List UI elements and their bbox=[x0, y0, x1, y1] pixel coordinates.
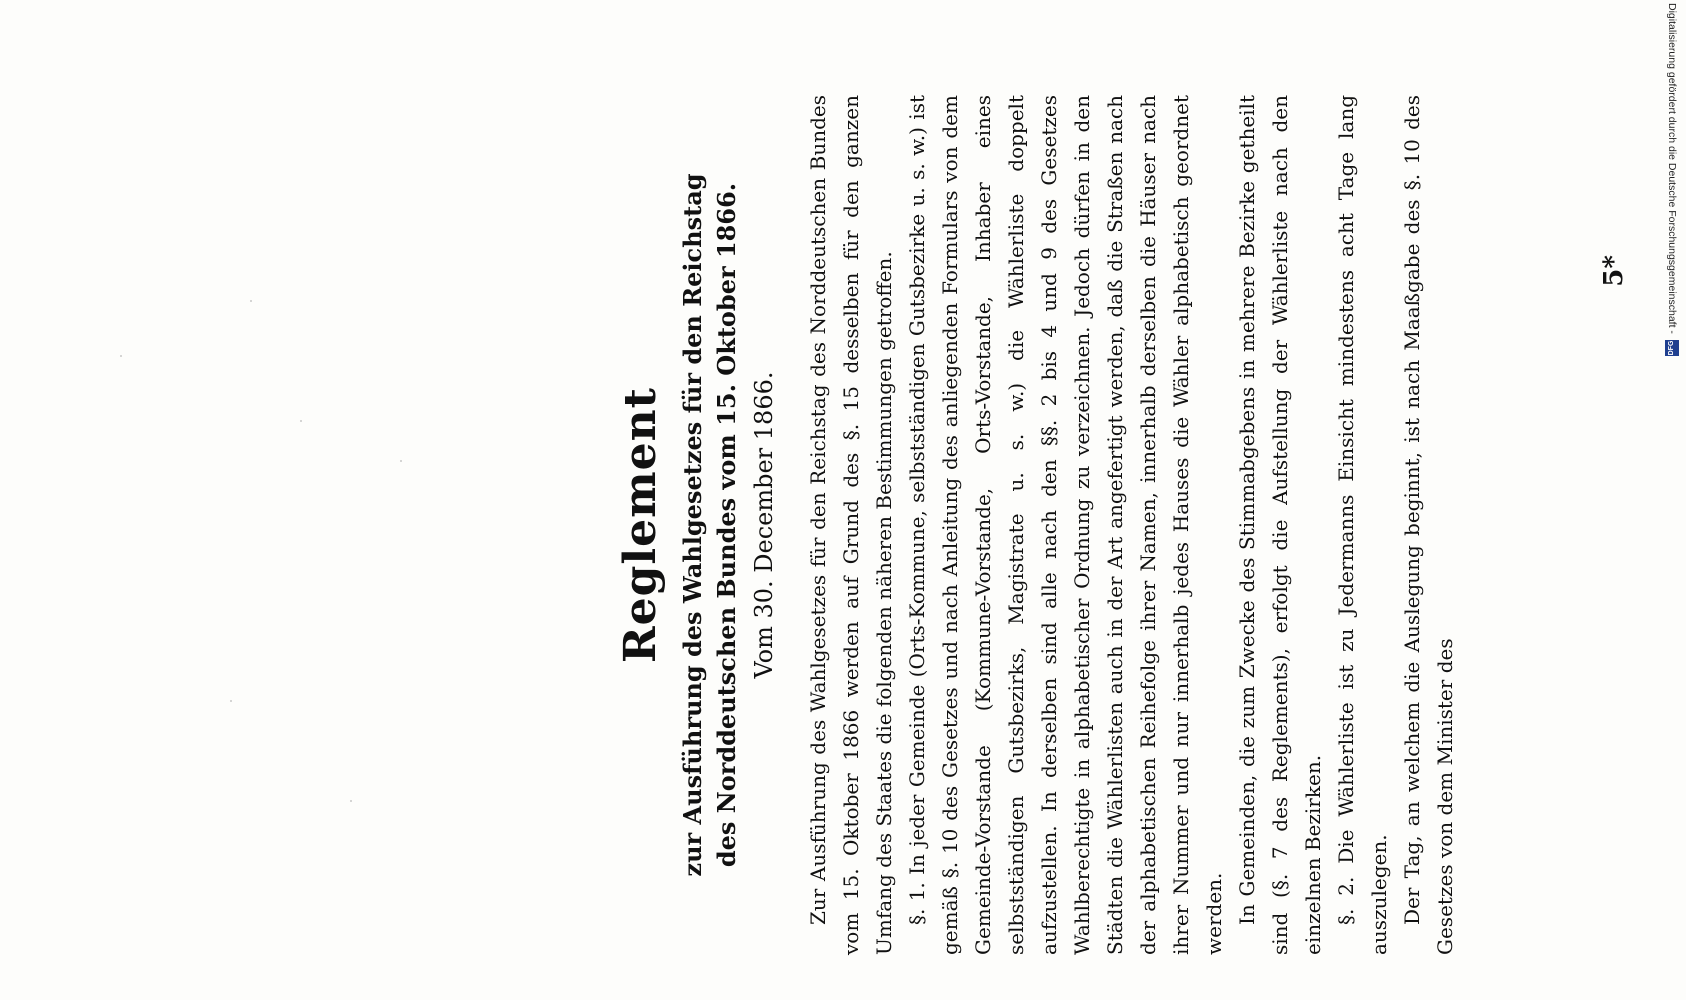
page-number: 5* bbox=[1599, 255, 1629, 287]
rotated-page-content bbox=[615, 95, 1629, 955]
paragraph-intro: Zur Ausführung des Wahlgesetzes für den Reichstag des Norddeutschen Bundes vom 15. Oktober 1866 werden auf Grund des §. 15 desselben für den ganzen Umfang des Staates die folgenden näheren Bestimmungen getroffen. bbox=[806, 95, 896, 955]
scan-speck bbox=[120, 355, 122, 357]
document-date: Vom 30. December 1866. bbox=[750, 371, 778, 679]
document-subtitle-line2: des Norddeutschen Bundes vom 15. Oktober 1866. bbox=[712, 182, 741, 868]
dfg-logo-icon: DFG bbox=[1665, 340, 1679, 356]
document-title: Reglement bbox=[615, 387, 666, 663]
paragraph-section-2: §. 2. Die Wählerliste ist zu Jedermanns Einsicht mindestens acht Tage lang auszulegen. bbox=[1334, 95, 1391, 955]
scan-speck bbox=[250, 300, 252, 302]
digitization-credit bbox=[1664, 3, 1680, 433]
scan-speck bbox=[230, 700, 232, 702]
scan-speck bbox=[300, 420, 302, 422]
paragraph-section-1: §. 1. In jeder Gemeinde (Orts-Kommune, selbstständigen Gutsbezirke u. s. w.) ist gemäß §. 10 des Gesetzes und nach Anleitung des anliegenden Formulars von dem Gemeinde-Vorstande (Kommune-Vorstande, Orts-Vorstande, Inhaber eines selbstständigen Gutsbezirks, Magistrate u. s. w.) die Wählerliste doppelt aufzustellen. In derselben sind alle nach den §§. 2 bis 4 und 9 des Gesetzes Wahlberechtigte in alphabetischer Ordnung zu verzeichnen. Jedoch dürfen in den Städten die Wählerlisten auch in der Art angefertigt werden, daß die Straßen nach der alphabetischen Reihefolge ihrer Namen, innerhalb derselben die Häuser nach ihrer Nummer und nur innerhalb jedes Hauses die Wähler alphabetisch geordnet werden. bbox=[905, 95, 1226, 955]
credit-text: Digitalisierung gefördert durch die Deutsche Forschungsgemeinschaft - bbox=[1666, 3, 1678, 334]
document-subtitle-line1: zur Ausführung des Wahlgesetzes für den Reichstag bbox=[678, 173, 707, 877]
paragraph-districts: In Gemeinden, die zum Zwecke des Stimmabgebens in mehrere Bezirke getheilt sind (§. 7 des Reglements), erfolgt die Aufstellung der Wählerliste nach den einzelnen Bezirken. bbox=[1235, 95, 1325, 955]
paragraph-display-day: Der Tag, an welchem die Auslegung beginnt, ist nach Maaßgabe des §. 10 des Gesetzes von dem Minister des bbox=[1400, 95, 1457, 955]
scan-speck bbox=[400, 460, 402, 462]
scan-speck bbox=[350, 800, 352, 802]
document-body bbox=[802, 95, 1462, 955]
